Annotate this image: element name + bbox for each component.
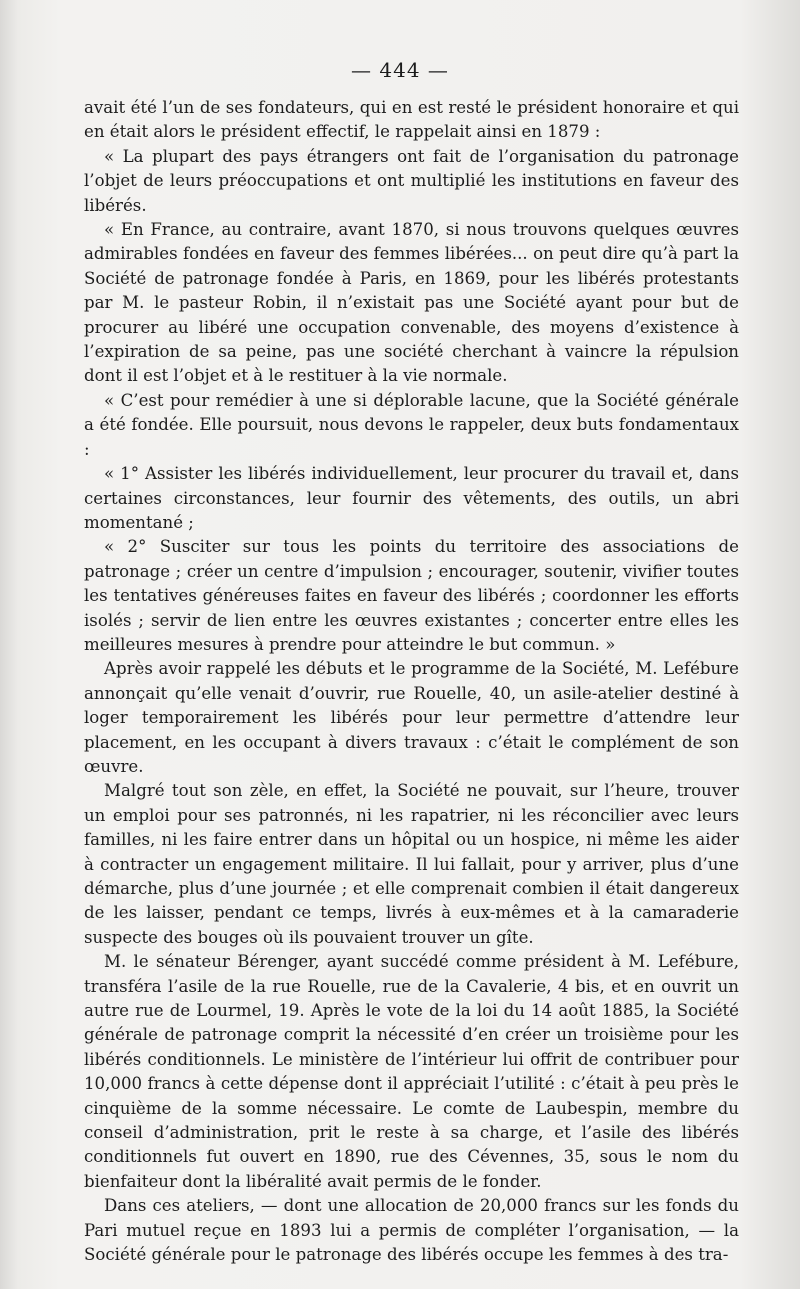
page-number: — 444 — — [351, 58, 449, 82]
paragraph: « 2° Susciter sur tous les points du territoire des associations de patronage ; créer un centre d’impulsion ; encourager, soutenir, vivifier toutes les tentatives généreuses faites en faveur des libérés ; coordonner les efforts isolés ; servir de lien entre les œuvres existantes ; concerter entre elles les meilleures mesures à prendre pour atteindre le but commun. » — [84, 537, 739, 654]
body-text — [84, 96, 739, 1268]
paragraph: Malgré tout son zèle, en effet, la Société ne pouvait, sur l’heure, trouver un emploi pour ses patronnés, ni les rapatrier, ni les réconcilier avec leurs familles, ni les faire entrer dans un hôpital ou un hospice, ni même les aider à contracter un engagement militaire. Il lui fallait, pour y arriver, plus d’une démarche, plus d’une journée ; et elle comprenait combien il était dangereux de les laisser, pendant ce temps, livrés à eux-mêmes et à la camaraderie suspecte des bouges où ils pouvaient trouver un gîte. — [84, 781, 739, 947]
paragraph: Après avoir rappelé les débuts et le programme de la Société, M. Lefébure annonçait qu’elle venait d’ouvrir, rue Rouelle, 40, un asile-atelier destiné à loger temporairement les libérés pour leur permettre d’attendre leur placement, en les occupant à divers travaux : c’était le complément de son œuvre. — [84, 659, 739, 776]
paragraph: « En France, au contraire, avant 1870, si nous trouvons quelques œuvres admirables fondées en faveur des femmes libérées... on peut dire qu’à part la Société de patronage fondée à Paris, en 1869, pour les libérés protestants par M. le pasteur Robin, il n’existait pas une Société ayant pour but de procurer au libéré une occupation convenable, des moyens d’existence à l’expiration de sa peine, pas une société cherchant à vaincre la répulsion dont il est l’objet et à le restituer à la vie normale. — [84, 220, 739, 386]
paragraph: M. le sénateur Bérenger, ayant succédé comme président à M. Lefébure, transféra l’asile de la rue Rouelle, rue de la Cavalerie, 4 bis, et en ouvrit un autre rue de Lourmel, 19. Après le vote de la loi du 14 août 1885, la Société générale de patronage comprit la nécessité d’en créer un troisième pour les libérés conditionnels. Le ministère de l’intérieur lui offrit de contribuer pour 10,000 francs à cette dépense dont il appréciait l’utilité : c’était à peu près le cinquième de la somme nécessaire. Le comte de Laubespin, membre du conseil d’administration, prit le reste à sa charge, et l’asile des libérés conditionnels fut ouvert en 1890, rue des Cévennes, 35, sous le nom du bienfaiteur dont la libéralité avait permis de le fonder. — [84, 952, 739, 1191]
paragraph: « La plupart des pays étrangers ont fait de l’organisation du patronage l’objet de leurs préoccupations et ont multiplié les institutions en faveur des libérés. — [84, 146, 739, 215]
paragraph: avait été l’un de ses fondateurs, qui en est resté le président honoraire et qui en était alors le président effectif, le rappelait ainsi en 1879 : — [84, 98, 739, 142]
paragraph: « 1° Assister les libérés individuellement, leur procurer du travail et, dans certaines circonstances, leur fournir des vêtements, des outils, un abri momentané ; — [84, 464, 739, 532]
paragraph: Dans ces ateliers, — dont une allocation de 20,000 francs sur les fonds du Pari mutuel reçue en 1893 lui a permis de compléter l’organisation, — la Société générale pour le patronage des libérés occupe les femmes à des tra- — [84, 1196, 739, 1265]
paragraph: « C’est pour remédier à une si déplorable lacune, que la Société générale a été fondée. Elle poursuit, nous devons le rappeler, deux buts fondamentaux : — [84, 390, 739, 459]
